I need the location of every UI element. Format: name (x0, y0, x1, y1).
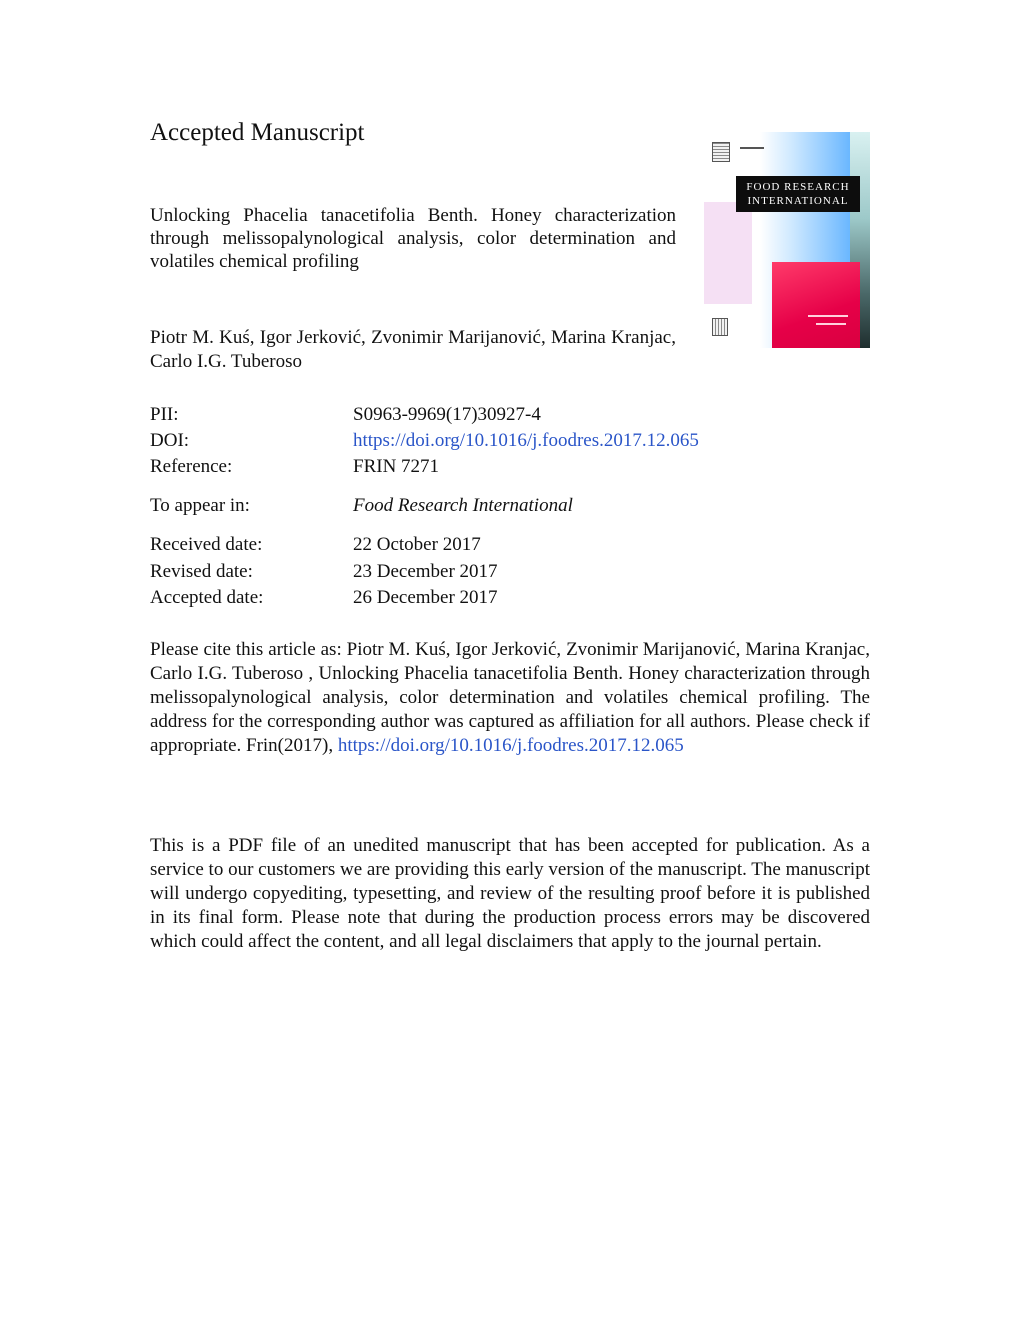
revised-label: Revised date: (150, 561, 253, 582)
meta-row-revised (150, 560, 870, 584)
meta-row-received (150, 533, 870, 557)
journal-cover (704, 132, 870, 348)
meta-row-doi (150, 429, 870, 453)
received-label: Received date: (150, 534, 263, 555)
appear-label: To appear in: (150, 495, 250, 516)
publisher-tree-icon (712, 318, 728, 336)
elsevier-logo-icon (712, 142, 730, 162)
meta-row-reference (150, 455, 870, 479)
received-value: 22 October 2017 (353, 534, 481, 555)
cover-volume-line (740, 147, 764, 149)
doi-link[interactable]: https://doi.org/10.1016/j.foodres.2017.12.065 (353, 430, 699, 451)
reference-value: FRIN 7271 (353, 456, 440, 477)
meta-row-pii (150, 403, 870, 427)
doi-label: DOI: (150, 430, 190, 451)
citation-paragraph (150, 638, 870, 758)
author-list: Piotr M. Kuś, Igor Jerković, Zvonimir Marijanović, Marina Kranjac, Carlo I.G. Tuberoso (150, 327, 676, 372)
revised-value: 23 December 2017 (353, 561, 498, 582)
page-heading: Accepted Manuscript (150, 119, 365, 146)
accepted-value: 26 December 2017 (353, 587, 498, 608)
cover-red-panel (772, 262, 860, 348)
article-title: Unlocking Phacelia tanacetifolia Benth. Honey characterization through melissopalynological analysis, color determination and volatiles chemical profiling (150, 205, 676, 272)
pii-value: S0963-9969(17)30927-4 (353, 404, 541, 425)
citation-doi-link[interactable]: https://doi.org/10.1016/j.foodres.2017.12.065 (337, 735, 684, 756)
disclaimer-paragraph: This is a PDF file of an unedited manuscript that has been accepted for publication. As a service to our customers we are providing this early version of the manuscript. The manuscript will undergo copyediting, typesetting, and review of the resulting proof before it is published in its final form. Please note that during the production process errors may be discovered which could affect the content, and all legal disclaimers that apply to the journal pertain. (150, 835, 870, 952)
citation-text: Please cite this article as: Piotr M. Kuś, Igor Jerković, Zvonimir Marijanović, Marina Kranjac, Carlo I.G. Tuberoso , Unlocking Phacelia tanacetifolia Benth. Honey characterization through melissopalynological analysis, color determination and volatiles chemical profiling. The address for the corresponding author was captured as affiliation for all authors. Please check if appropriate. Frin(2017), (150, 639, 870, 756)
cover-journal-name: FOOD RESEARCH INTERNATIONAL (746, 181, 850, 207)
cover-title-band (736, 176, 860, 212)
cover-caption-line (816, 323, 846, 325)
reference-label: Reference: (150, 456, 233, 477)
cover-pink-panel (704, 202, 752, 304)
pii-label: PII: (150, 404, 179, 425)
meta-row-appear (150, 494, 870, 518)
cover-caption-line (808, 315, 848, 317)
meta-row-accepted (150, 586, 870, 610)
journal-name: Food Research International (353, 495, 573, 516)
accepted-label: Accepted date: (150, 587, 264, 608)
